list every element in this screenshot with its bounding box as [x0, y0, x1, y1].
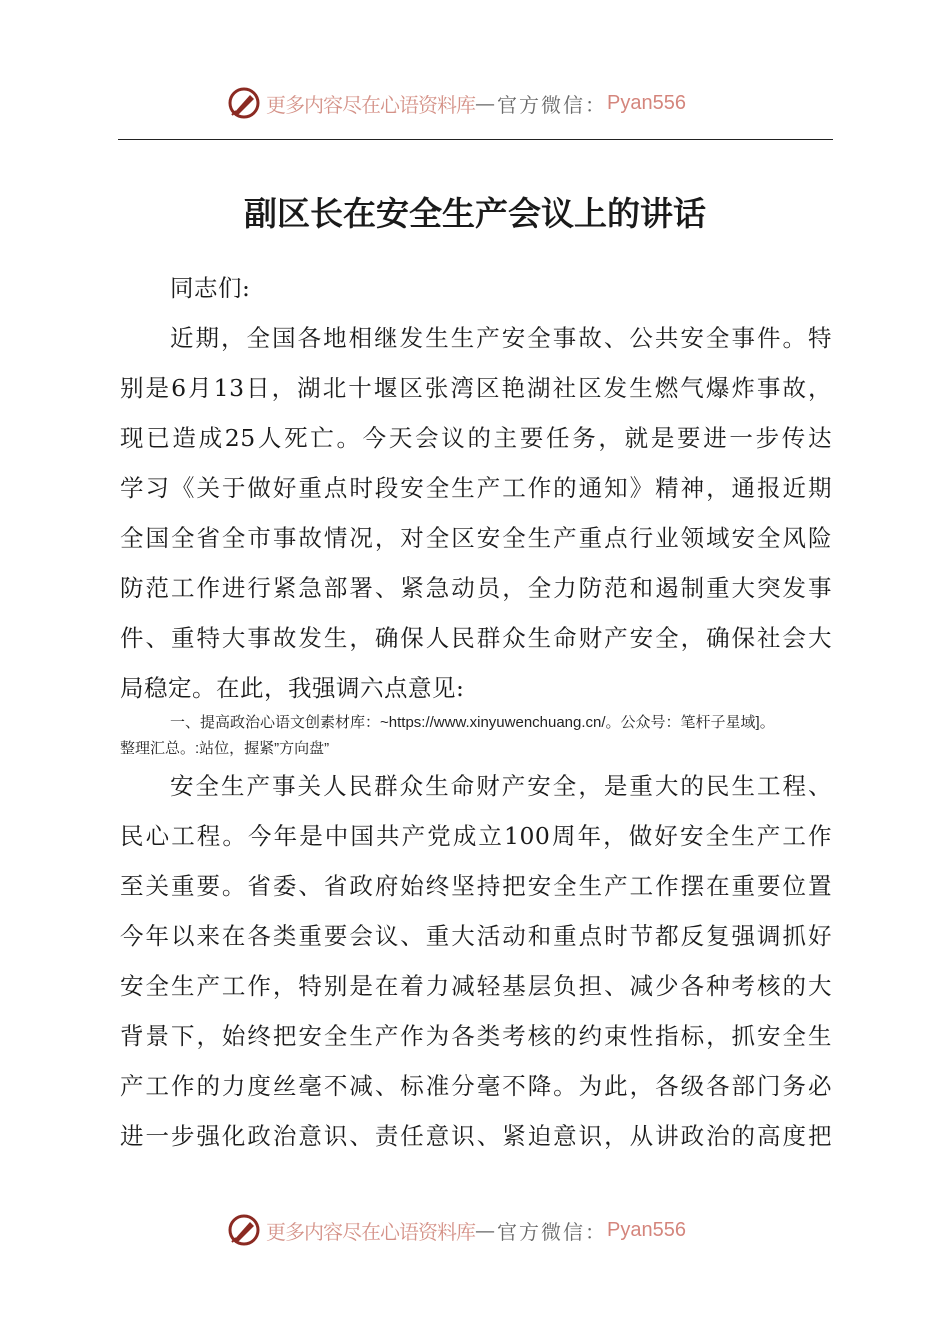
text-line: 近期，全国各地相继发生生产安全事故、公共安全事件。特	[170, 324, 832, 352]
header-divider	[118, 139, 833, 140]
banner-wechat-label: 官方微信：	[497, 1219, 607, 1244]
banner-wechat-id: Pyan556	[607, 91, 686, 114]
text-line: 产工作的力度丝毫不减、标准分毫不降。为此，各级各部门务必	[120, 1072, 832, 1100]
text-line: 背景下，始终把安全生产作为各类考核的约束性指标，抓安全生	[120, 1022, 832, 1050]
banner-dash: —	[475, 91, 497, 115]
document-title: 副区长在安全生产会议上的讲话	[244, 194, 706, 233]
pen-logo-icon	[226, 85, 262, 121]
text-line: 局稳定。在此，我强调六点意见:	[120, 674, 465, 702]
banner-dash: —	[475, 1218, 497, 1242]
header-watermark-banner	[226, 83, 726, 123]
pen-logo-icon	[226, 1212, 262, 1248]
text-line: 进一步强化政治意识、责任意识、紧迫意识，从讲政治的高度把	[120, 1122, 832, 1150]
text-line: 别是6月13日，湖北十堰区张湾区艳湖社区发生燃气爆炸事故，	[120, 374, 832, 402]
text-line: 今年以来在各类重要会议、重大活动和重点时节都反复强调抓好	[120, 922, 832, 950]
text-line: 同志们:	[170, 274, 251, 302]
text-line: 件、重特大事故发生，确保人民群众生命财产安全，确保社会大	[120, 624, 832, 652]
text-line: 安全生产事关人民群众生命财产安全，是重大的民生工程、	[170, 772, 832, 800]
text-line: 防范工作进行紧急部署、紧急动员，全力防范和遏制重大突发事	[120, 574, 832, 602]
paragraph-section-2	[120, 761, 832, 1161]
banner-wechat-id: Pyan556	[607, 1218, 686, 1241]
text-line: 学习《关于做好重点时段安全生产工作的通知》精神，通报近期	[120, 474, 832, 502]
footer-watermark-banner	[226, 1210, 726, 1250]
footnote-line-1: 一、提高政治心语文创素材库：~https://www.xinyuwenchuang.cn/。公众号：笔杆子星域]。	[170, 714, 775, 731]
footnote-line-2: 整理汇总。:站位，握紧”方向盘”	[120, 740, 330, 757]
footnote-block	[120, 710, 840, 762]
text-line: 现已造成25人死亡。今天会议的主要任务，就是要进一步传达	[120, 424, 832, 452]
banner-site-text: 更多内容尽在心语资料库	[266, 92, 475, 117]
text-line: 安全生产工作，特别是在着力减轻基层负担、减少各种考核的大	[120, 972, 832, 1000]
text-line: 全国全省全市事故情况，对全区安全生产重点行业领域安全风险	[120, 524, 832, 552]
banner-wechat-label: 官方微信：	[497, 92, 607, 117]
text-line: 民心工程。今年是中国共产党成立100周年，做好安全生产工作	[120, 822, 832, 850]
banner-site-text: 更多内容尽在心语资料库	[266, 1219, 475, 1244]
paragraph-section-1	[120, 263, 832, 713]
text-line: 至关重要。省委、省政府始终坚持把安全生产工作摆在重要位置	[120, 872, 832, 900]
